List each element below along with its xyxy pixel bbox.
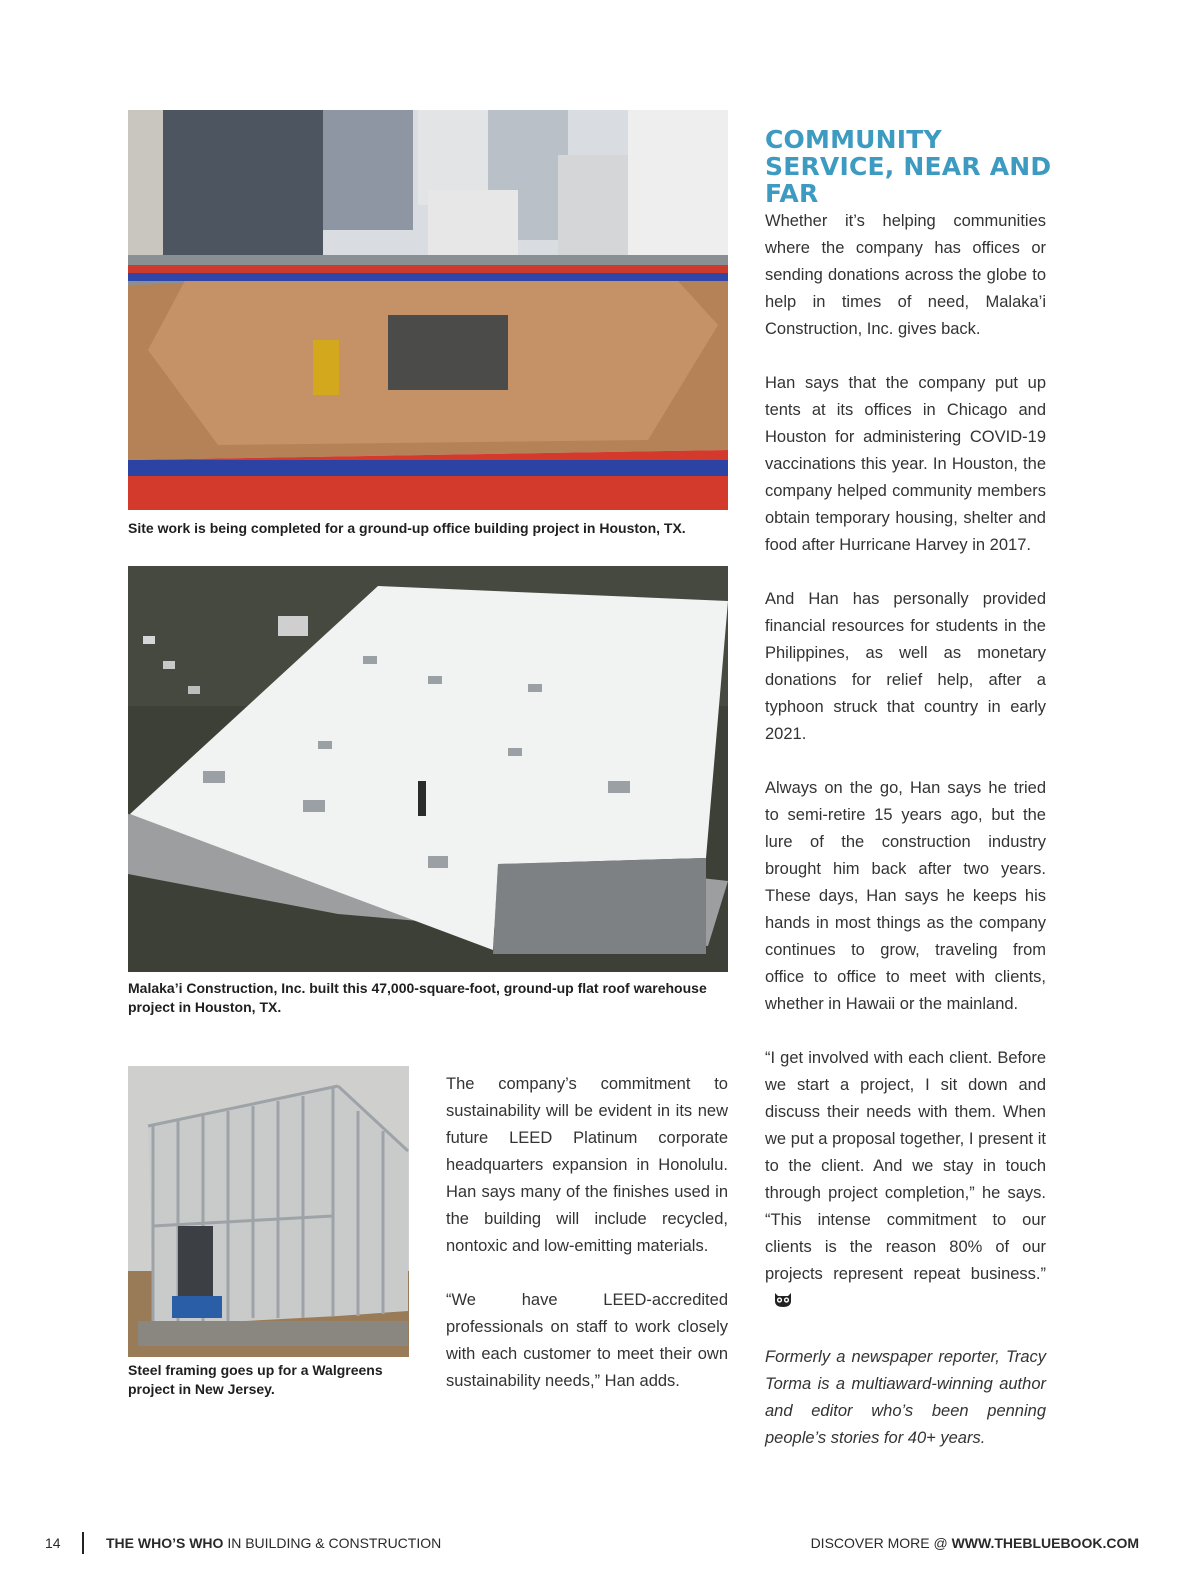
footer-website-link[interactable]: WWW.THEBLUEBOOK.COM [951,1535,1139,1551]
owl-icon [773,1290,793,1317]
footer-publication [106,1535,441,1551]
paragraph-covid: Han says that the company put up tents at its offices in Chicago and Houston for administering COVID-19 vaccinations this year. In Houston, the company helped community members obtain temporary housing, shelter and food after Hurricane Harvey in 2017. [765,374,1046,554]
paragraph-community: Whether it’s helping communities where the company has offices or sending donations across the globe to help in times of need, Malaka’i Construction, Inc. gives back. [765,212,1046,338]
right-column [765,208,1046,1479]
photo-walgreens-framing [128,1066,409,1357]
paragraph-philippines: And Han has personally provided financial resources for students in the Philippines, as well as monetary donations for relief help, after a typhoon struck that country in early 2021. [765,590,1046,743]
photo-caption-walgreens: Steel framing goes up for a Walgreens project in New Jersey. [128,1362,383,1397]
footer-publication-bold: THE WHO’S WHO [106,1535,224,1551]
footer-page-number: 14 [45,1535,61,1551]
photo-caption-houston-warehouse: Malaka’i Construction, Inc. built this 47,000-square-foot, ground-up flat roof warehouse project in Houston, TX. [128,980,707,1015]
footer-divider [82,1532,84,1554]
paragraph-leed-quote: “We have LEED-accredited professionals on staff to work closely with each customer to meet their own sustainability needs,” Han adds. [446,1291,728,1390]
paragraph-on-the-go: Always on the go, Han says he tried to semi-retire 15 years ago, but the lure of the construction industry brought him back after two years. These days, Han says he keeps his hands in most things as the company continues to grow, traveling from office to office to meet with clients, whether in Hawaii or the mainland. [765,779,1046,1013]
paragraph-client-quote [765,1045,1046,1317]
paragraph-sustainability: The company’s commitment to sustainability will be evident in its new future LEED Platinum corporate headquarters expansion in Honolulu. Han says many of the finishes used in the building will include recycled, nontoxic and low-emitting materials. [446,1075,728,1255]
photo-houston-excavation [128,110,728,510]
middle-column [446,1071,728,1422]
author-byline: Formerly a newspaper reporter, Tracy Torma is a multiaward-winning author and editor who’s been penning people’s stories for 40+ years. [765,1348,1046,1447]
photo-caption-houston-office: Site work is being completed for a ground-up office building project in Houston, TX. [128,520,686,536]
section-heading: COMMUNITY SERVICE, NEAR AND FAR [765,125,1052,208]
footer-publication-rest: IN BUILDING & CONSTRUCTION [223,1535,442,1551]
footer-discover-label: DISCOVER MORE @ [810,1535,952,1551]
footer-discover [811,1535,1139,1551]
client-quote-text: “I get involved with each client. Before we start a project, I sit down and discuss their needs with them. When we put a proposal together, I present it to the client. And we stay in touch through project completion,” he says. “This intense commitment to our clients is the reason 80% of our projects represent repeat business.” [765,1049,1046,1283]
photo-houston-warehouse [128,566,728,972]
